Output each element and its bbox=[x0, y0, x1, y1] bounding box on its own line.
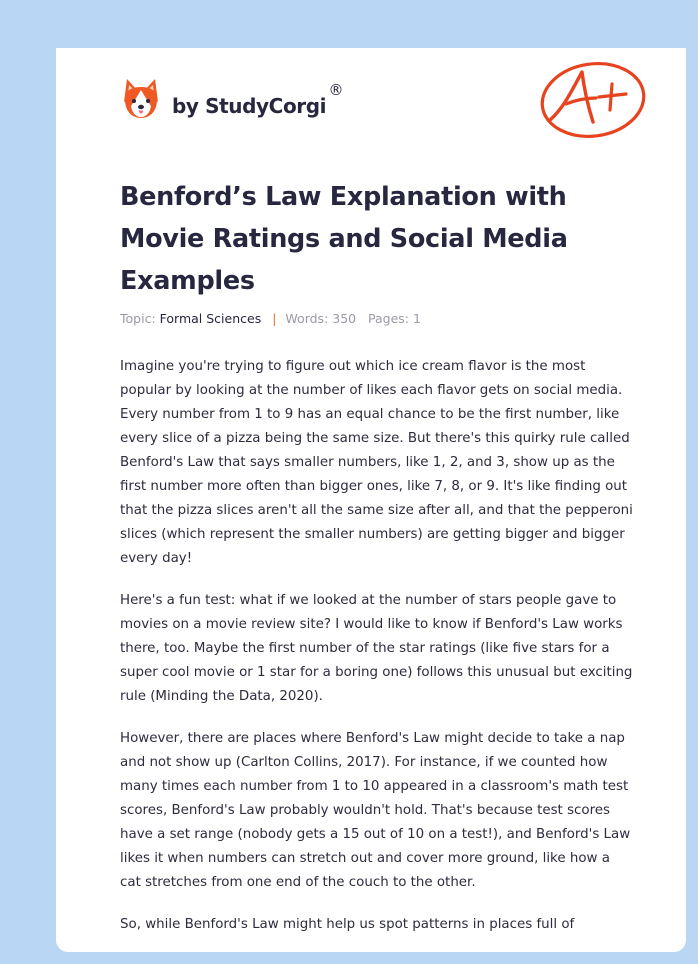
essay-body bbox=[120, 355, 634, 952]
essay-title: Benford’s Law Explanation with Movie Ratings and Social Media Examples bbox=[120, 182, 568, 296]
corgi-logo-icon bbox=[120, 76, 162, 124]
meta-separator: | bbox=[272, 311, 277, 326]
word-count: Words: 350 bbox=[285, 311, 357, 326]
topic-label: Topic: bbox=[120, 311, 156, 326]
essay-paragraph: So, while Benford's Law might help us spot patterns in places full of bbox=[120, 917, 575, 932]
page-count: Pages: 1 bbox=[368, 311, 421, 326]
essay-paragraph: However, there are places where Benford's Law might decide to take a nap and not show up (Carlton Collins, 2017). For instance, if we counted how many times each number from 1 to 10 appeared in a classroom's math test scores, Benford's Law probably wouldn't hold. That's because test scores have a set range (nobody gets a 15 out of 10 on a test!), and Benford's Law likes it when numbers can stretch out and cover more ground, like how a cat stretches from one end of the couch to the other. bbox=[120, 731, 631, 890]
topic-link[interactable]: Formal Sciences bbox=[159, 311, 262, 326]
essay-paragraph: Imagine you're trying to figure out which ice cream flavor is the most popular by looking at the number of likes each flavor gets on social media. Every number from 1 to 9 has an equal chance to be the first number, like every slice of a pizza being the same size. But there's this quirky rule called Benford's Law that says smaller numbers, like 1, 2, and 3, show up as the first number more often than bigger ones, like 7, 8, or 9. It's like finding out that the pizza slices aren't all the same size after all, and that the pepperoni slices (which represent the smaller numbers) are getting bigger and bigger every day! bbox=[120, 359, 633, 566]
registered-mark: ® bbox=[328, 81, 344, 99]
brand-logo[interactable] bbox=[120, 76, 344, 124]
a-plus-grade-badge bbox=[538, 58, 648, 140]
brand-name-text: by StudyCorgi bbox=[172, 94, 327, 118]
essay-card bbox=[56, 48, 686, 952]
essay-meta bbox=[120, 311, 421, 326]
essay-paragraph: Here's a fun test: what if we looked at the number of stars people gave to movies on a movie review site? I would like to know if Benford's Law works there, too. Maybe the first number of the star ratings (like five stars for a super cool movie or 1 star for a boring one) follows this unusual but exciting rule (Minding the Data, 2020). bbox=[120, 593, 633, 704]
brand-name bbox=[172, 81, 344, 118]
